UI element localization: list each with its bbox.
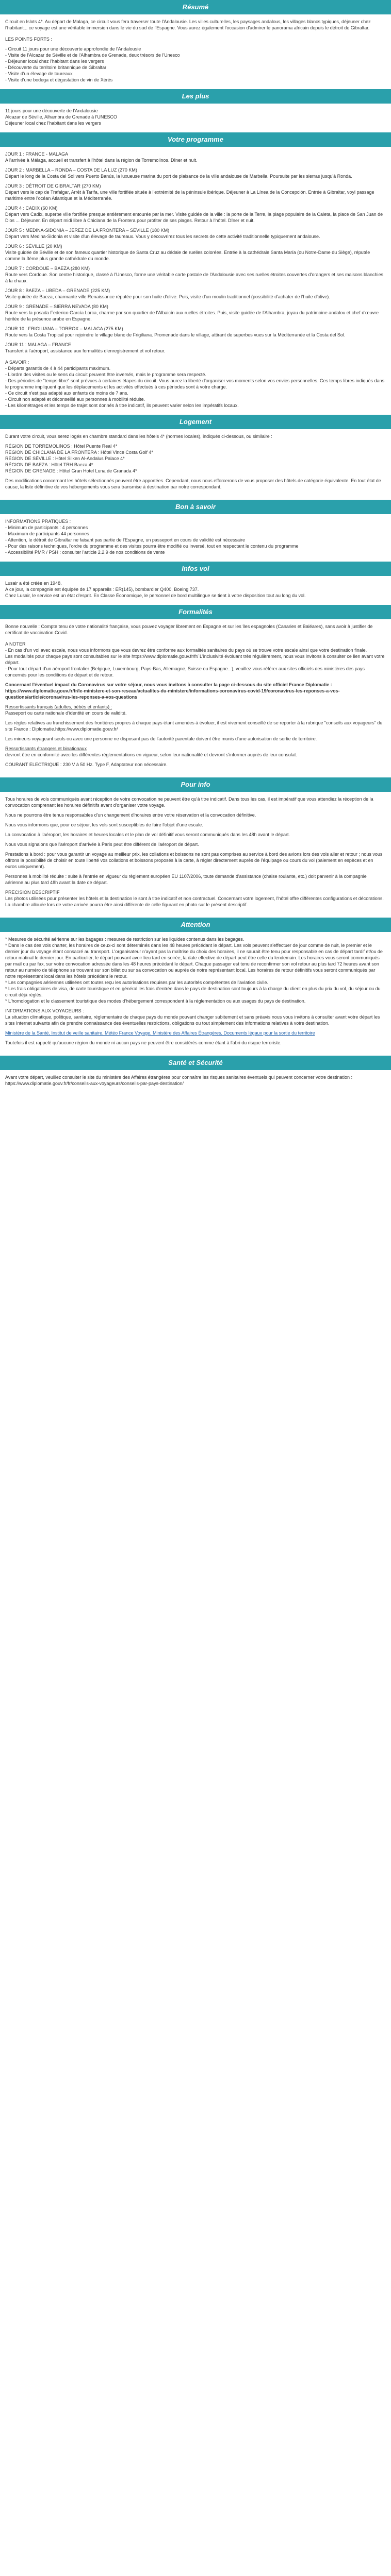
a-savoir-title: A SAVOIR :: [5, 360, 29, 365]
section-header-logement: Logement: [0, 415, 391, 429]
logement-note: Des modifications concernant les hôtels sélectionnés peuvent être apportées. Cependant, nous nous efforcerons de vous proposer des hôtels de catégorie équivalente. En tout état de cause, la liste définitive de vos hébergements vous sera transmise à destination par notre correspondant.: [5, 478, 381, 489]
list-item: Alcazar de Séville, Alhambra de Grenade à l'UNESCO: [5, 114, 117, 120]
day-text: Départ vers le cap de Trafalgar, Arrêt à Tarifa, une ville fortifiée située à l'extrémité de la péninsule ibérique. Déjeuner à La Línea de la Concepción. Entrée à Gibraltar, voyl passage maritime entre l'océan Atlantique et la Méditerranée.: [5, 190, 374, 201]
bon-a-savoir-content: [0, 514, 391, 562]
day-text: Départ le long de la Costa del Sol vers Puerto Banús, la luxueuse marina du port de plaisance de la ville andalouse de Marbella. Poursuite par les sierras jusqu'à Ronda.: [5, 174, 352, 179]
info-voyageurs-title: INFORMATIONS AUX VOYAGEURS :: [5, 1008, 84, 1013]
day-text: Transfert à l'aéroport, assistance aux formalités d'enregistrement et vol retour.: [5, 348, 166, 353]
day-title: JOUR 10 : FRIGILIANA – TORROX – MALAGA (275 KM): [5, 326, 123, 331]
day-title: JOUR 6 : SÉVILLE (20 KM): [5, 244, 62, 249]
info-paragraph: Nous vous signalons que l'aéroport d'arrivée à Paris peut être différent de l'aéroport de départ.: [5, 842, 199, 847]
day-text: Départ vers Cadix, superbe ville fortifiée presque entièrement entourée par la mer. Visite guidée de la ville : la porte de la Terre, la plage populaire de la Caleta, la place de San Juan de Dios ... Déjeuner. En départ midi libre à Chiclana de la Frontera pour profiter de ses plages. Retour à l'hôtel. Dîner et nuit.: [5, 212, 383, 223]
list-item: - Découverte du territoire britannique de Gibraltar: [5, 65, 107, 70]
etrangers-title: Ressortissants étrangers et binationaux: [5, 746, 87, 751]
resume-paragraph: Circuit en Islots 4*. Au départ de Malaga, ce circuit vous fera traverser toute l'Andalousie. Les villes culturelles, les paysages andalous, les villages blancs typiques, déjeuner chez l'habitant... ce voyage est une véritable immersion dans le vie du sud de l'Espagne. Vous aurez également l'occasion d'admirer le panorama africain depuis le détroit de Gibraltar.: [5, 19, 371, 30]
ressortissants-text: Passeport ou carte nationale d'identité en cours de validité.: [5, 710, 127, 716]
list-item: - En cas d'un vol avec escale, nous vous informons que vous devrez être conforme aux formalités sanitaires du pays où se trouve votre escale ainsi que votre destination finale.: [5, 648, 367, 653]
a-savoir-list: [5, 365, 386, 409]
formalites-intro: Bonne nouvelle : Compte tenu de votre nationalité française, vous pouvez voyager librement en Espagne et sur les îles espagnoles (Canaries et Baléares), sans avoir à justifier de certificat de vaccination Covid.: [5, 624, 373, 635]
section-header-plus: Les plus: [0, 89, 391, 104]
hotel-item: RÉGION DE GRENADE : Hôtel Gran Hotel Luna de Granada 4*: [5, 468, 137, 473]
day-text: Route vers la posada Federico García Lorca, charme par son quartier de l'Albaicín aux ruelles étroites. Puis, visite guidée de l'Alhambra, joyau du patrimoine andalou et chef d'œuvre héritée de la présence arabe en Espagne.: [5, 310, 379, 321]
useful-links[interactable]: Ministère de la Santé, Institut de veille sanitaire, Météo France Voyage, Ministère des Affaires Étrangères, Documents légaux pour la sortie du territoire: [5, 1030, 315, 1036]
list-item: - Attention, le détroit de Gibraltar ne faisant pas partie de l'Espagne, un passeport en cours de validité est nécessaire: [5, 537, 245, 543]
day-title: JOUR 7 : CORDOUE – BAEZA (280 KM): [5, 266, 90, 271]
etrangers-text: devront être en conformité avec les différentes réglementations en vigueur, selon leur nationalité et devront s'informer auprès de leur consulat.: [5, 752, 297, 757]
list-item: Déjeuner local chez l'habitant dans les vergers: [5, 121, 101, 126]
info-paragraph: Personnes à mobilité réduite : suite à l'entrée en vigueur du règlement européen EU 1107/2006, toute demande d'assistance (chaise roulante, etc.) doit parvenir à la compagnie aérienne au plus tard 48h avant la date de départ.: [5, 874, 367, 885]
hotel-item: RÉGION DE CHICLANA DE LA FRONTERA : Hôtel Vince Costa Golf 4*: [5, 450, 153, 455]
list-item: * L'homologation et le classement touristique des modes d'hébergement correspondent à la réglementation ou aux usages du pays de destination.: [5, 998, 306, 1004]
list-item: - Minimum de participants : 4 personnes: [5, 525, 88, 530]
section-header-sante-securite: Santé et Sécurité: [0, 1056, 391, 1070]
points-forts-title: LES POINTS FORTS :: [5, 37, 52, 42]
section-header-programme: Votre programme: [0, 132, 391, 147]
precision-title: PRÉCISION DESCRIPTIF: [5, 890, 60, 895]
day-text: Visite guidée de Séville et de son fameux quartier historique de Santa Cruz au dédale de ruelles colorées. Entrée à la cathédrale Santa María (ou Notre-Dame du Siège), réputée comme la 3ème plus grande cathédrale du monde.: [5, 250, 370, 261]
list-item: * Les compagnies aériennes utilisées ont toutes reçu les autorisations requises par les autorités compétentes de l'aviation civile.: [5, 980, 268, 985]
section-header-pour-info: Pour info: [0, 777, 391, 792]
day-text: Route vers la Costa Tropical pour rejoindre le village blanc de Frigiliana. Promenade dans le village, attirant de superbes vues sur la Méditerranée et la Costa del Sol.: [5, 332, 346, 337]
section-header-infos-vol: Infos vol: [0, 562, 391, 576]
formalites-content: [0, 619, 391, 777]
list-item: * Mesures de sécurité aérienne sur les bagages : mesures de restriction sur les liquides contenus dans les bagages.: [5, 937, 245, 942]
list-item: - Circuit non adapté et déconseillé aux personnes à mobilité réduite.: [5, 397, 145, 402]
programme-content: [0, 147, 391, 415]
hotel-item: RÉGION DE SÉVILLE : Hôtel Silken Al-Andalus Palace 4*: [5, 456, 125, 461]
sante-securite-content: [0, 1070, 391, 1096]
regles-text: Les règles relatives au franchissement des frontières propres à chaque pays étant amenées à évoluer, il est vivement conseillé de se reporter à la rubrique "conseils aux voyageurs" du site France : Diplomatie.https://www.diplomatie.gouv.fr/: [5, 720, 383, 732]
day-title: JOUR 4 : CADIX (60 KM): [5, 206, 58, 211]
info-paragraph: Prestations à bord : pour vous garantir un voyage au meilleur prix, les collations et boissons ne sont pas comprises au service à bord des avions lors des vols aller et retour ; nous vous offrons la possibilité de choisir en toute liberté vos collations et boissons proposés à la carte, à régler directement auprès de l'équipage ou cours du vol (paiement en espèces et en euros uniquement).: [5, 852, 383, 869]
day-title: JOUR 5 : MEDINA-SIDONIA – JEREZ DE LA FRONTERA – SÉVILLE (180 KM): [5, 228, 170, 233]
list-item: Les modalités pour chaque pays sont consultables sur le site https://www.diplomatie.gouv.fr/fr/ L'inclusivité évoluant très régulièrement, nous vous invitons à consulter ce lien avant votre départ.: [5, 654, 385, 665]
a-noter-title: A NOTER: [5, 641, 26, 647]
day-title: JOUR 9 : GRENADE – SIERRA NEVADA (80 KM): [5, 304, 108, 309]
list-item: - Visite d'une bodega et dégustation de vin de Xérès: [5, 77, 113, 82]
securite-text: Avant votre départ, veuillez consulter le site du ministère des Affaires étrangères pour connaître les risques sanitaires éventuels qui peuvent concerner votre destination : https://www.diplomatie.gouv.fr/fr/conseils-aux-voyageurs/conseils-par-pays-destination/: [5, 1075, 353, 1086]
info-voyageurs-text: La situation climatique, politique, sanitaire, réglementaire de chaque pays du monde pouvant changer subitement et sans préavis nous vous invitons à consulter avant votre départ les sites Internet suivants afin de prendre connaissance des éventuelles restrictions, obligations ou tout simplement des informations relatives à votre destination.: [5, 1014, 380, 1026]
logement-intro: Durant votre circuit, vous serez logés en chambre standard dans les hôtels 4* (normes locales), indiqués ci-dessous, ou similaire :: [5, 434, 272, 439]
list-item: - Circuit 11 jours pour une découverte approfondie de l'Andalousie: [5, 46, 141, 52]
precision-text: Les photos utilisées pour présenter les hôtels et la destination le sont à titre indicatif et non contractuel. Concernant votre logement, l'hôtel offre différentes configurations et décorations. La chambre allouée lors de votre arrivée pourra être ainsi différente de celle figurant en photo sur le présent descriptif.: [5, 896, 384, 907]
list-item: - Maximum de participants 44 personnes: [5, 531, 89, 536]
section-header-formalites: Formalités: [0, 605, 391, 619]
list-item: - Ce circuit n'est pas adapté aux enfants de moins de 7 ans.: [5, 391, 128, 396]
list-item: - Pour des raisons techniques, l'ordre du programme et des visites pourra être modifié ou inversé, tout en respectant le contenu du programme: [5, 544, 299, 549]
day-text: Visite guidée de Baeza, charmante ville Renaissance réputée pour son huile d'olive. Puis, visite d'un moulin traditionnel (possibilité d'achater de l'huile d'olive).: [5, 294, 330, 299]
day-text: Départ vers Medina-Sidonia et visite d'un élevage de taureaux. Vous y découvrirez tous les secrets de cette activité traditionnelle typiquement andalouse.: [5, 234, 320, 239]
hotel-item: RÉGION DE BAEZA : Hôtel TRH Baeza 4*: [5, 462, 93, 467]
list-item: - Pour tout départ d'un aéroport frontalier (Belgique, Luxembourg, Pays-Bas, Allemagne, Suisse ou Espagne...), veuillez vous référer aux sites officiels des ministères des pays concernés pour les conditions de départ et de retour.: [5, 666, 365, 677]
resume-content: [0, 14, 391, 89]
info-paragraph: Nous ne pourrons être tenus responsables d'un changement d'horaires entre votre réservation et la convocation définitive.: [5, 812, 256, 818]
list-item: - L'ordre des visites ou le sens du circuit peuvent être inversés, mais le programme sera respecté.: [5, 372, 206, 377]
day-title: JOUR 8 : BAEZA – UBEDA – GRENADE (225 KM): [5, 288, 110, 293]
pour-info-content: [0, 792, 391, 918]
day-title: JOUR 11 : MALAGA – FRANCE: [5, 342, 71, 347]
list-item: * Les frais obligatoires de visa, de carte touristique et en général les frais d'entrée dans le pays de destination sont toujours à la charge du client en plus du prix du vol, du séjour ou du circuit déjà réglés.: [5, 986, 381, 997]
vol-line: Chez Lusair, le service est un état d'esprit. En Classe Économique, le personnel de bord multilingue se tient à votre disposition tout au long du vol.: [5, 593, 306, 598]
terrorisme-text: Toutefois il est rappelé qu'aucune région du monde ni aucun pays ne peuvent être considérés comme étant à l'abri du risque terroriste.: [5, 1040, 282, 1045]
day-title: JOUR 1 : FRANCE - MALAGA: [5, 151, 69, 157]
day-title: JOUR 3 : DÉTROIT DE GIBRALTAR (270 KM): [5, 183, 101, 189]
info-pratiques-title: INFORMATIONS PRATIQUES :: [5, 519, 71, 524]
ressortissants-title: Ressortissants français (adultes, bébés et enfants) :: [5, 704, 112, 709]
links-line: [5, 1030, 386, 1036]
info-paragraph: La convocation à l'aéroport, les horaires et heures locales et le plan de vol définitif vous seront communiqués dans les 48h avant le départ.: [5, 832, 290, 837]
courant-text: COURANT ELECTRIQUE : 230 V à 50 Hz. Type F, Adaptateur non nécessaire.: [5, 762, 168, 767]
points-forts-list: [5, 46, 386, 83]
hotel-list: [5, 443, 386, 474]
info-paragraph: Tous horaires de vols communiqués avant réception de votre convocation ne peuvent être qu'à titre indicatif. Dans tous les cas, il est impératif que vous attendiez la réception de la convocation comprenant les horaires définitifs avant d'organiser votre voyage.: [5, 796, 373, 808]
day-title: JOUR 2 : MARBELLA – RONDA – COSTA DE LA LUZ (270 KM): [5, 167, 137, 173]
mineurs-text: Les mineurs voyageant seuls ou avec une personne ne disposant pas de l'autorité parentale doivent être munis d'une autorisation de sortie de territoire.: [5, 736, 317, 741]
vol-line: A ce jour, la compagnie est équipée de 17 appareils : ER(145), bombardier Q400, Boeing 737.: [5, 587, 199, 592]
list-item: - Visite de l'Alcazar de Séville et de l'Alhambra de Grenade, deux trésors de l'Unesco: [5, 53, 180, 58]
attention-content: [0, 932, 391, 1056]
list-item: - Départs garantis de 4 à 44 participants maximum.: [5, 366, 111, 371]
list-item: * Dans le cas des vols charter, les horaires de ceux-ci sont déterminés dans les 48 heures précédant le départ. Les vols peuvent s'effectuer de jour comme de nuit, le premier et le dernier jour du voyage étant consacré au transport. L'organisateur n'ayant pas la maîtrise du choix des horaires, il ne saurait être tenu pour responsable en cas de départ tardif et/ou de retour matinal le dernier jour. En particulier, le départ pouvant avoir lieu tard en soirée, la date effective de départ peut être celle du lendemain. Les horaires vous seront communiqués par mail ou par fax, sur votre convocation adressée dans les 48 heures précédant le départ. Chaque passager est tenu de reconfirmer son vol retour au plus tard 72 heures avant son retour au numéro de téléphone se trouvant sur son billet ou sur sa convocation ou auprès de notre représentant local. Les horaires de retour définitifs vous seront communiqués par notre représentant local dans les hôtels précédant le retour.: [5, 943, 383, 979]
infos-vol-content: [0, 576, 391, 605]
info-paragraph: Nous vous informons que, pour ce séjour, les vols sont susceptibles de faire l'objet d'une escale.: [5, 822, 203, 827]
section-header-attention: Attention: [0, 918, 391, 932]
day-text: A l'arrivée à Málaga, accueil et transfert à l'hôtel dans la région de Torremolinos. Dîner et nuit.: [5, 158, 198, 163]
list-item: - Visite d'un élevage de taureaux: [5, 71, 73, 76]
plus-content: [0, 104, 391, 132]
list-item: - Des périodes de "temps-libre" sont prévues à certaines étapes du circuit. Vous aurez la liberté d'organiser vos moments selon vos envies personnelles. Ces temps libres indiqués dans le programme impliquent que les déplacements et les activités effectués à ces périodes sont à votre charge.: [5, 378, 384, 389]
list-item: - Les kilométrages et les temps de trajet sont donnés à titre indicatif, ils peuvent varier selon les impératifs locaux.: [5, 403, 239, 408]
list-item: - Accessibilité PMR / PSH : consulter l'article 2.2.9 de nos conditions de vente: [5, 550, 165, 555]
section-header-resume: Résumé: [0, 0, 391, 14]
logement-content: [0, 429, 391, 500]
hotel-item: RÉGION DE TORREMOLINOS : Hôtel Puente Real 4*: [5, 444, 118, 449]
covid-notice: Concernant l'éventuel impact du Coronavirus sur votre séjour, nous vous invitons à consulter la page ci-dessous du site officiel France Diplomatie : https://www.diplomatie.gouv.fr/fr/le-ministere-et-son-reseau/actualites-du-ministere/informations-coronavirus-covid-19/coronavirus-les-reponses-a-vos-questions/article/coronavirus-les-reponses-a-vos-questions: [5, 682, 340, 700]
section-header-bon-a-savoir: Bon à savoir: [0, 500, 391, 514]
list-item: 11 jours pour une découverte de l'Andalousie: [5, 108, 98, 113]
day-text: Route vers Cordoue. Son centre historique, classé à l'Unesco, forme une véritable carte postale de l'Andalousie avec ses ruelles étroites couvertes d'orangers et ses maisons blanchies à la chaux.: [5, 272, 384, 283]
vol-line: Lusair a été créée en 1948.: [5, 581, 62, 586]
list-item: - Déjeuner local chez l'habitant dans les vergers: [5, 59, 104, 64]
